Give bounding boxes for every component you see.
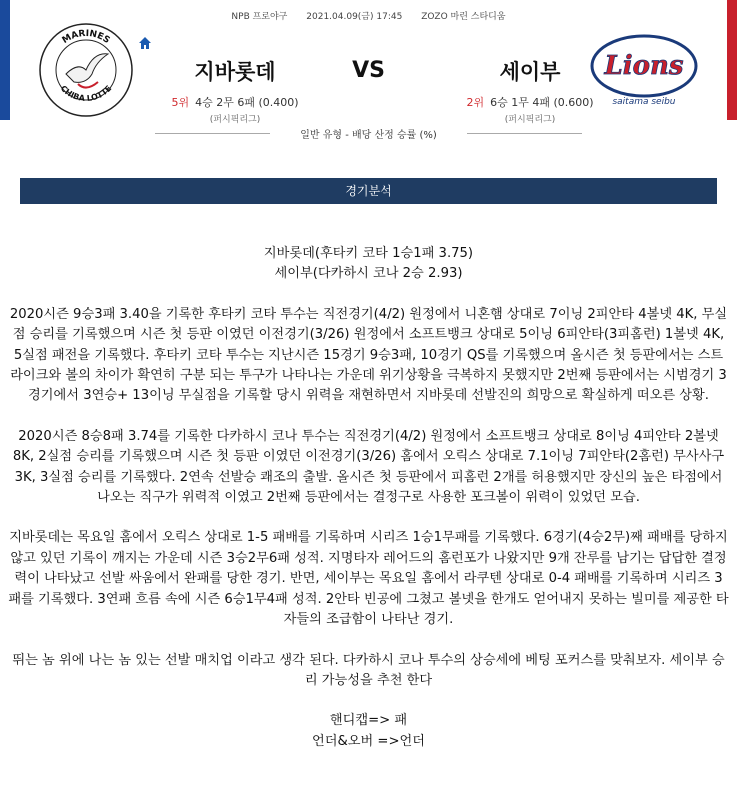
home-team-league: (퍼시픽리그) [209, 115, 261, 125]
svg-text:Lions: Lions [604, 51, 684, 81]
away-team-record: 6승 1무 4패 (0.600) [490, 96, 594, 109]
right-accent-bar [727, 0, 737, 120]
match-datetime: 2021.04.09(금) 17:45 [306, 12, 403, 22]
match-header [10, 0, 727, 160]
left-accent-bar [0, 0, 10, 120]
away-team-record-line [450, 94, 610, 110]
away-team-name: 세이부 [499, 60, 561, 84]
svg-text:saitama seibu: saitama seibu [612, 97, 676, 107]
analysis-paragraph-away-pitcher: 2020시즌 8승8패 3.74를 기록한 다카하시 코나 투수는 직전경기(4/2) 원정에서 소프트뱅크 상대로 8이닝 4피안타 2볼넷 8K, 2실점 승리를 기록했으며 시즌 첫 등판 이였던 이전경기(3/26) 홈에서 오릭스 상대로 7.1이닝 7피안타(2홈런) 무사사구 3K, 3실점 승리를 기록했다. 2연속 선발승 쾌조의 출발. 올시즌 첫 등판에서 피홈런 2개를 허용했지만 장신의 높은 타점에서 나오는 직구가 위력적 이였고 2번째 등판에서는 결정구로 사용한 포크볼이 위력이 있었던 모습. [12, 428, 725, 506]
pick-over-under: 언더&오버 =>언더 [311, 733, 425, 749]
home-pitcher-line: 지바롯데(후타키 코타 1승1패 3.75) [263, 246, 474, 261]
away-team-block [450, 56, 610, 125]
vs-label: VS [352, 58, 385, 83]
home-team-record: 4승 2무 6패 (0.400) [195, 96, 299, 109]
home-team-record-line [160, 94, 310, 110]
away-pitcher-line: 세이부(다카하시 코나 2승 2.93) [274, 266, 463, 282]
analysis-paragraph-conclusion: 뛰는 놈 위에 나는 놈 있는 선발 매치업 이라고 생각 된다. 다카하시 코나 투수의 상승세에 베팅 포커스를 맞춰보자. 세이부 승리 가능성을 추천 한다 [12, 652, 725, 688]
svg-text:CHIBA LOTTE: CHIBA LOTTE [58, 83, 114, 104]
lions-logo [589, 28, 699, 108]
odds-subtitle: 일반 유형 - 배당 산정 승률 (%) [300, 130, 437, 141]
away-team-rank: 2위 [466, 96, 485, 109]
league-label: NPB 프로야구 [231, 12, 288, 22]
match-meta [10, 9, 727, 22]
analysis-paragraph-home-pitcher: 2020시즌 9승3패 3.40을 기록한 후타키 코타 투수는 직전경기(4/2) 원정에서 니혼햄 상대로 7이닝 2피안타 4볼넷 4K, 무실점 승리를 기록했으며 시즌 첫 등판 이였던 이전경기(3/26) 원정에서 소프트뱅크 상대로 5이닝 6피안타(3피홈런) 1볼넷 4K, 5실점 패전을 기록했다. 후타키 코타 투수는 지난시즌 15경기 9승3패, 10경기 QS를 기록했으며 올시즌 첫 등판에서는 스트라이크와 볼의 차이가 확연히 구분 되는 투구가 나타나는 가운데 위기상황을 극복하지 못했지만 2번째 등판에서는 시범경기 3경기에서 3연승+ 13이닝 무실점을 기록할 당시 위력을 재현하면서 지바롯데 선발진의 희망으로 확실하게 떠오른 상황. [9, 306, 728, 404]
analysis-content [0, 244, 737, 752]
svg-text:MARINES: MARINES [60, 28, 112, 47]
home-icon [138, 36, 152, 50]
subtitle-divider-right [467, 133, 582, 134]
away-team-league: (퍼시픽리그) [504, 115, 556, 125]
venue-label: ZOZO 마린 스타디움 [421, 12, 506, 22]
home-team-rank: 5위 [171, 96, 190, 109]
pick-handicap: 핸디캡=> 패 [329, 713, 408, 729]
section-title-bar: 경기분석 [20, 178, 717, 204]
analysis-paragraph-recent-form: 지바롯데는 목요일 홈에서 오릭스 상대로 1-5 패배를 기록하며 시리즈 1승1무패를 기록했다. 6경기(4승2무)째 패배를 당하지 않고 있던 기록이 깨지는 가운데 시즌 3승2무6패 성적. 지명타자 레어드의 홈런포가 나왔지만 9개 잔루를 남기는 답답한 결정력이 나타났고 선발 싸움에서 완패를 당한 경기. 반면, 세이부는 목요일 홈에서 라쿠텐 상대로 0-4 패배를 기록하며 시리즈 3패를 기록했다. 3연패 흐름 속에 시즌 6승1무4패 성적. 2안타 빈공에 그쳤고 볼넷을 한개도 얻어내지 못하는 빌미를 제공한 타자들의 조급함이 나타난 경기. [8, 530, 729, 628]
home-team-name: 지바롯데 [194, 60, 276, 84]
